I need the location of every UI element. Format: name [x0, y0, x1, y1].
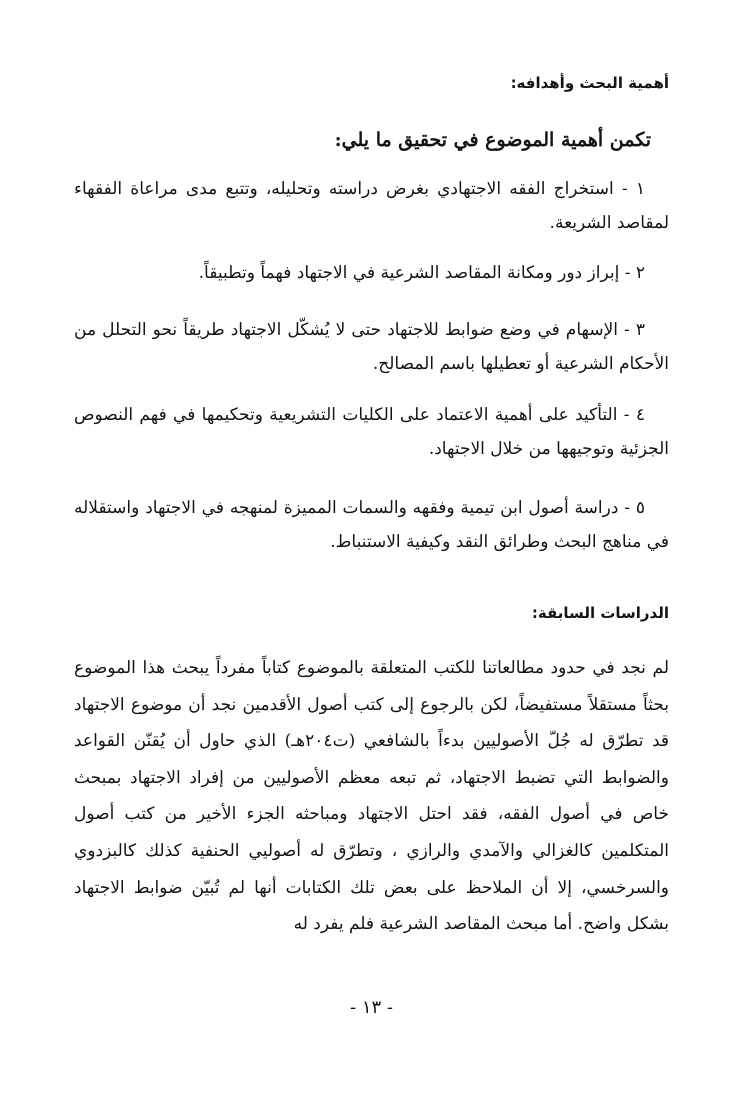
- page-number: - ١٣ -: [350, 997, 393, 1018]
- goal-item-5: ٥ - دراسة أصول ابن تيمية وفقهه والسمات المميزة لمنهجه في الاجتهاد واستقلاله في مناهج البحث وطرائق النقد وكيفية الاستنباط.: [74, 498, 669, 552]
- goal-item-2: ٢ - إبراز دور ومكانة المقاصد الشرعية في الاجتهاد فهماً وتطبيقاً.: [198, 263, 645, 283]
- previous-studies-paragraph: لم نجد في حدود مطالعاتنا للكتب المتعلقة بالموضوع كتاباً مفرداً يبحث هذا الموضوع بحثاً مستقلاً مستفيضاً، لكن بالرجوع إلى كتب أصول الأقدمين نجد أن موضوع الاجتهاد قد تطرّق له جُلّ الأصوليين بدءاً بالشافعي (ت٢٠٤هـ) الذي حاول أن يُقنّن القواعد والضوابط التي تضبط الاجتهاد، ثم تبعه معظم الأصوليين من إفراد الاجتهاد بمبحث خاص في أصول الفقه، فقد احتل الاجتهاد ومباحثه الجزء الأخير من كتب أصول المتكلمين كالغزالي والآمدي والرازي ، وتطرّق له أصوليي الحنفية كذلك كالبزدوي والسرخسي، إلا أن الملاحظ على بعض تلك الكتابات أنها لم تُبيّن ضوابط الاجتهاد بشكل واضح. أما مبحث المقاصد الشرعية فلم يفرد له: [74, 658, 669, 935]
- goal-item-1: ١ - استخراج الفقه الاجتهادي بغرض دراسته وتحليله، وتتبع مدى مراعاة الفقهاء لمقاصد الشريعة.: [74, 179, 669, 233]
- section-heading-previous-studies: الدراسات السابقة:: [531, 604, 669, 622]
- section-heading-importance: أهمية البحث وأهدافه:: [510, 74, 669, 92]
- document-page: [74, 0, 669, 1096]
- importance-intro: تكمن أهمية الموضوع في تحقيق ما يلي:: [334, 129, 651, 151]
- goal-item-3: ٣ - الإسهام في وضع ضوابط للاجتهاد حتى لا يُشكّل الاجتهاد طريقاً نحو التحلل من الأحكام الشرعية أو تعطيلها باسم المصالح.: [74, 320, 669, 374]
- goal-item-4: ٤ - التأكيد على أهمية الاعتماد على الكليات التشريعية وتحكيمها في فهم النصوص الجزئية وتوجيهها من خلال الاجتهاد.: [74, 405, 669, 459]
